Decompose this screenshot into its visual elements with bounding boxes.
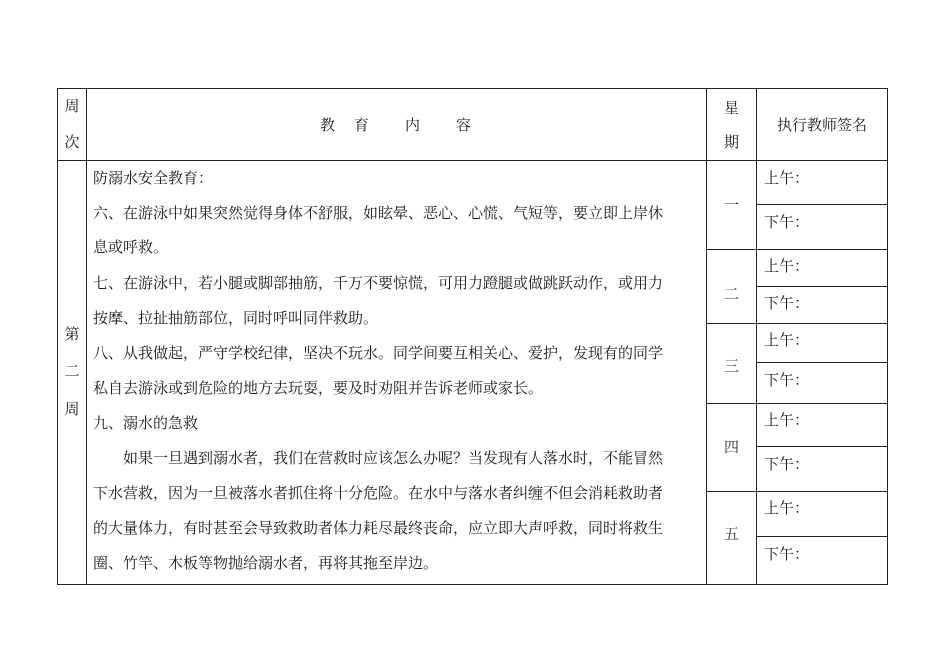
content-line-10: 下水营救，因为一旦被落水者抓住将十分危险。在水中与落水者纠缠不但会消耗救助者 — [93, 484, 664, 502]
signature-am-mon[interactable]: 上午： — [764, 169, 810, 187]
content-line-7: 私自去游泳或到危险的地方去玩耍，要及时劝阻并告诉老师或家长。 — [93, 379, 544, 397]
day-divider-1 — [706, 249, 888, 250]
col-divider-2 — [706, 88, 707, 585]
ampm-divider-5 — [756, 536, 888, 537]
signature-am-thu[interactable]: 上午： — [764, 411, 810, 429]
ampm-divider-4 — [756, 446, 888, 447]
content-line-4: 七、在游泳中，若小腿或脚部抽筋，千万不要惊慌，可用力蹬腿或做跳跃动作，或用力 — [93, 274, 664, 292]
header-signature-title: 执行教师签名 — [776, 116, 867, 134]
header-content-title: 教 育 内 容 — [319, 116, 473, 134]
week-label-char-3: 周 — [64, 400, 80, 418]
day-divider-3 — [706, 403, 888, 404]
week-label-char-2: 二 — [64, 362, 80, 380]
signature-pm-fri[interactable]: 下午： — [764, 545, 810, 563]
signature-am-wed[interactable]: 上午： — [764, 331, 810, 349]
ampm-divider-3 — [756, 362, 888, 363]
ampm-divider-1 — [756, 204, 888, 205]
day-divider-4 — [706, 491, 888, 492]
content-line-8: 九、溺水的急救 — [93, 414, 199, 432]
week-label-char-1: 第 — [64, 325, 80, 343]
signature-pm-mon[interactable]: 下午： — [764, 213, 810, 231]
table-border-bottom — [57, 584, 888, 585]
signature-pm-tue[interactable]: 下午： — [764, 294, 810, 312]
col-divider-3 — [756, 88, 757, 585]
signature-pm-wed[interactable]: 下午： — [764, 371, 810, 389]
weekday-label-thu: 四 — [723, 438, 739, 456]
header-weekday-char-2: 期 — [723, 133, 739, 151]
day-divider-2 — [706, 323, 888, 324]
content-line-11: 的大量体力，有时甚至会导致救助者体力耗尽最终丧命，应立即大声呼救，同时将救生 — [93, 519, 664, 537]
signature-am-fri[interactable]: 上午： — [764, 499, 810, 517]
ampm-divider-2 — [756, 286, 888, 287]
content-line-9: 如果一旦遇到溺水者，我们在营救时应该怎么办呢？当发现有人落水时，不能冒然 — [123, 449, 664, 467]
content-line-3: 息或呼救。 — [93, 238, 169, 256]
table-header-divider — [57, 160, 888, 161]
weekday-label-fri: 五 — [723, 525, 739, 543]
weekday-label-mon: 一 — [723, 196, 739, 214]
content-line-12: 圈、竹竿、木板等物抛给溺水者，再将其拖至岸边。 — [93, 554, 439, 572]
content-line-6: 八、从我做起，严守学校纪律，坚决不玩水。同学间要互相关心、爱护，发现有的同学 — [93, 344, 664, 362]
weekday-label-tue: 二 — [723, 285, 739, 303]
signature-am-tue[interactable]: 上午： — [764, 257, 810, 275]
signature-pm-thu[interactable]: 下午： — [764, 455, 810, 473]
header-week-char-1: 周 — [64, 97, 80, 115]
weekday-label-wed: 三 — [723, 357, 739, 375]
header-weekday-char-1: 星 — [723, 99, 739, 117]
content-line-1: 防溺水安全教育： — [93, 169, 214, 187]
table-border-right — [887, 88, 888, 585]
col-divider-1 — [86, 88, 87, 585]
content-line-2: 六、在游泳中如果突然觉得身体不舒服，如眩晕、恶心、心慌、气短等，要立即上岸休 — [93, 204, 664, 222]
content-line-5: 按摩、拉扯抽筋部位，同时呼叫同伴救助。 — [93, 309, 379, 327]
header-week-char-2: 次 — [64, 133, 80, 151]
table-border-top — [57, 88, 888, 89]
